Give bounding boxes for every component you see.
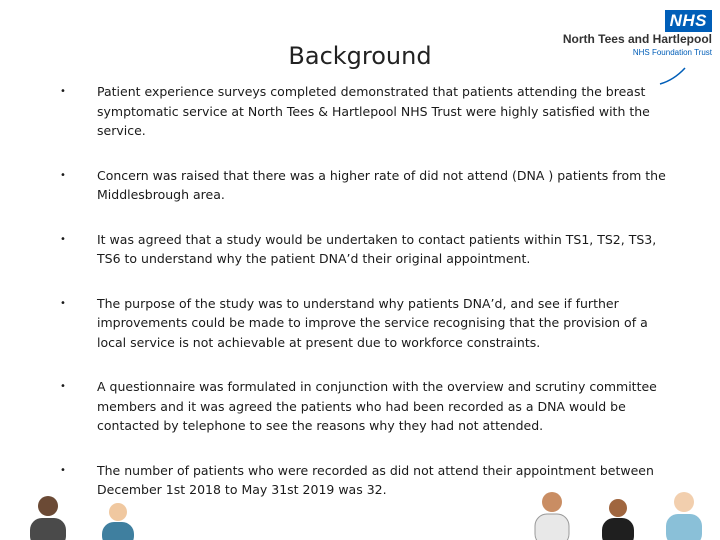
bullet-item	[56, 230, 666, 269]
bullet-dot: •	[60, 86, 66, 97]
nhs-logo-badge: NHS	[665, 10, 712, 32]
bullet-dot: •	[60, 233, 66, 245]
bullet-dot: •	[60, 169, 66, 181]
bullet-item	[56, 166, 666, 205]
bullet-text: It was agreed that a study would be undertaken to contact patients within TS1, TS2, TS3, TS6 to understand why the patient DNA’d their original appointment.	[97, 231, 657, 266]
bullet-item	[56, 377, 666, 436]
bullet-text: The number of patients who were recorded as did not attend their appointment between December 1st 2018 to May 31st 2019 was 32.	[97, 462, 654, 497]
bullet-item	[56, 82, 666, 141]
bullet-text: Patient experience surveys completed demonstrated that patients attending the breast symptomatic service at North Tees & Hartlepool NHS Trust were highly satisfied with the service.	[97, 84, 650, 138]
foundation-trust-label: NHS Foundation Trust	[632, 48, 712, 57]
nhs-trust-logo	[562, 10, 712, 70]
bullet-list	[56, 82, 666, 525]
slide-title: Background	[288, 42, 432, 70]
trust-name: North Tees and Hartlepool	[562, 32, 712, 46]
bullet-text: Concern was raised that there was a higher rate of did not attend (DNA ) patients from the Middlesbrough area.	[97, 167, 666, 202]
bullet-text: The purpose of the study was to understand why patients DNA’d, and see if further improvements could be made to improve the service recognising that the provision of a local service is not achievable at present due to workforce constraints.	[97, 295, 648, 350]
people-illustration-icon	[0, 490, 720, 540]
bullet-text: A questionnaire was formulated in conjunction with the overview and scrutiny committee members and it was agreed the patients who had been recorded as a DNA would be contacted by telephone to see the reasons why they had not attended.	[97, 379, 657, 433]
bullet-dot: •	[60, 297, 66, 309]
bullet-dot: •	[60, 464, 66, 476]
bullet-dot: •	[60, 381, 66, 392]
bullet-item	[56, 294, 666, 353]
